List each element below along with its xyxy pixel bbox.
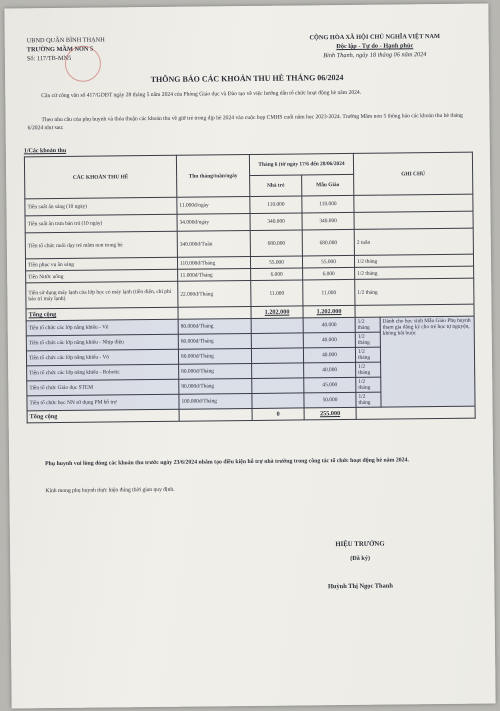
signature-role: HIỆU TRƯỞNG xyxy=(335,540,385,549)
row-unit: 80.000đ/Tháng xyxy=(178,348,251,364)
document-date: Bình Thạnh, ngày 18 tháng 06 năm 2024 xyxy=(323,51,427,60)
row-mau-giao: 40.000 xyxy=(303,347,355,363)
intro-paragraph-1: Căn cứ công văn số 417/GDĐT ngày 28 tháng 5 năm 2024 của Phòng Giáo dục và Đào tạo về việc hướng dẫn tổ chức hoạt động hè năm 2024. xyxy=(41,89,362,100)
row-unit: 90.000đ/Tháng xyxy=(179,378,252,394)
col-header-item: CÁC KHOẢN THU HÈ xyxy=(24,155,176,199)
total-label: Tổng cộng xyxy=(27,409,179,423)
row-mau-giao: 340.000 xyxy=(302,212,354,230)
intro-paragraph-2: Theo nhu cầu của phụ huynh và thỏa thuận các khoản thu về giữ trẻ trong dịp hè 2024 vào cuộc họp CMHS cuối năm học 2023-2024. Trường Mầm non 5 thông báo các khoản thu hè tháng 6/2024 như sau: xyxy=(27,112,463,132)
row-note xyxy=(354,211,473,229)
row-unit: 11.000đ/ngày xyxy=(177,196,250,214)
row-mau-giao: 680.000 xyxy=(302,229,354,256)
row-nha-tre: 11.000 xyxy=(251,280,303,307)
row-note: 1/2 tháng xyxy=(356,377,381,392)
row-mau-giao: 55.000 xyxy=(302,255,354,268)
row-note: 1/2 tháng xyxy=(355,332,380,347)
total-nha-tre: 1.202.000 xyxy=(251,306,303,319)
row-item: Tiền suất ăn trưa bán trú (10 ngày) xyxy=(25,214,177,233)
row-nha-tre: 6.000 xyxy=(251,268,303,281)
total-mau-giao: 255.000 xyxy=(304,407,356,420)
issuer-school: TRƯỜNG MẦM NON 5 xyxy=(26,45,94,54)
row-item: Tiền tổ chức các lớp năng khiếu - Robotic xyxy=(27,364,179,381)
row-item: Tiền phục vụ ăn sáng xyxy=(25,257,177,271)
row-unit: 34.000đ/ngày xyxy=(177,213,250,231)
row-note: 1/2 tháng xyxy=(355,266,474,279)
row-item: Tiền Nước uống xyxy=(26,269,178,283)
signatory-name: Huỳnh Thị Ngọc Thanh xyxy=(327,582,393,591)
total-label: Tổng cộng xyxy=(26,307,178,321)
row-unit: 340.000đ/Tuần xyxy=(177,230,250,257)
total-mau-giao: 1.202.000 xyxy=(303,305,355,318)
row-note: 1/2 tháng xyxy=(354,254,473,267)
row-note xyxy=(354,194,473,212)
signature-status: (Đã ký) xyxy=(350,554,371,562)
fees-table xyxy=(24,152,476,424)
document-number: Số: 117/TB-MN5 xyxy=(26,54,72,63)
row-item: Tiền tổ chức nuôi dạy trẻ mầm non trong hè xyxy=(25,231,177,259)
row-note: 1/2 tháng xyxy=(355,278,474,305)
national-title: CỘNG HÒA XÃ HỘI CHỦ NGHĨA VIỆT NAM xyxy=(309,32,440,42)
row-unit: 100.000đ/Tháng xyxy=(179,393,252,409)
row-mau-giao: 6.000 xyxy=(303,267,355,280)
row-note: 1/2 tháng xyxy=(355,317,380,332)
col-header-period: Tháng 6 (từ ngày 17/6 đến 28/06/2024 xyxy=(249,153,353,175)
document-title: THÔNG BÁO CÁC KHOẢN THU HÈ THÁNG 06/2024 xyxy=(150,73,344,85)
extra-note: Dành cho học sinh Mẫu Giáo Phụ huynh tham gia đăng ký cho trẻ học tự nguyện, không bắt buộc xyxy=(380,316,475,407)
row-unit: 80.000đ/Tháng xyxy=(178,318,251,334)
row-item: Tiền tổ chức Giáo dục STEM xyxy=(27,379,179,396)
row-item: Tiền tổ chức các lớp năng khiếu - Nhịp điệu xyxy=(26,334,178,351)
closing-note: Kính mong phụ huynh thực hiện đúng thời gian quy định. xyxy=(45,486,175,495)
row-unit: 11.000đ/Tháng xyxy=(178,268,251,281)
row-mau-giao: 40.000 xyxy=(303,332,355,348)
row-note: 1/2 tháng xyxy=(355,347,380,362)
col-header-nha-tre: Nhà trẻ xyxy=(250,175,302,197)
row-unit: 80.000đ/Tháng xyxy=(178,333,251,349)
row-mau-giao: 40.000 xyxy=(303,317,355,333)
row-item: Tiền tổ chức học NN sử dụng PM hỗ trợ xyxy=(27,394,179,411)
row-unit: 110.000đ/Tháng xyxy=(177,256,250,269)
issuer-district: UBND QUẬN BÌNH THẠNH xyxy=(26,36,105,45)
row-mau-giao: 40.000 xyxy=(304,362,356,378)
national-motto: Độc lập - Tự do - Hạnh phúc xyxy=(336,42,414,51)
total-nha-tre: 0 xyxy=(252,408,304,421)
row-note: 1/2 tháng xyxy=(356,362,381,377)
row-mau-giao: 11.000 xyxy=(303,279,355,306)
row-item: Tiền tổ chức các lớp năng khiếu - Võ xyxy=(26,349,178,366)
row-unit: 80.000đ/Tháng xyxy=(179,363,252,379)
col-header-unit: Thu tháng/tuần/ngày xyxy=(176,154,249,197)
col-header-mau-giao: Mẫu Giáo xyxy=(302,174,354,196)
row-mau-giao: 45.000 xyxy=(304,377,356,393)
row-note: 1/2 tháng xyxy=(356,392,381,407)
row-nha-tre: 110.000 xyxy=(250,196,302,214)
row-unit: 22.000đ/Tháng xyxy=(178,280,251,307)
row-nha-tre: 340.000 xyxy=(250,213,302,231)
col-header-note: GHI CHÚ xyxy=(353,152,472,195)
payment-deadline-note: Phụ huynh vui lòng đóng các khoản thu trước ngày 23/6/2024 nhằm tạo điều kiện hỗ trợ nhà trường trong công tác tổ chức hoạt động hè năm 2024. xyxy=(45,457,409,468)
section-title: 1/Các khoản thu xyxy=(23,147,67,155)
row-item: Tiền sử dụng máy lạnh của lớp học có máy lạnh (tiền điện, chi phí bảo trì máy lạnh) xyxy=(26,281,178,309)
row-nha-tre: 680.000 xyxy=(250,230,302,257)
national-header xyxy=(275,32,475,61)
row-nha-tre: 55.000 xyxy=(250,256,302,269)
row-note: 2 tuần xyxy=(354,228,473,255)
row-item: Tiền tổ chức các lớp năng khiếu - Vẽ xyxy=(26,319,178,336)
row-mau-giao: 110.000 xyxy=(302,195,354,213)
document-page xyxy=(4,3,495,708)
row-item: Tiền suất ăn sáng (10 ngày) xyxy=(25,197,177,216)
row-mau-giao: 50.000 xyxy=(304,392,356,408)
